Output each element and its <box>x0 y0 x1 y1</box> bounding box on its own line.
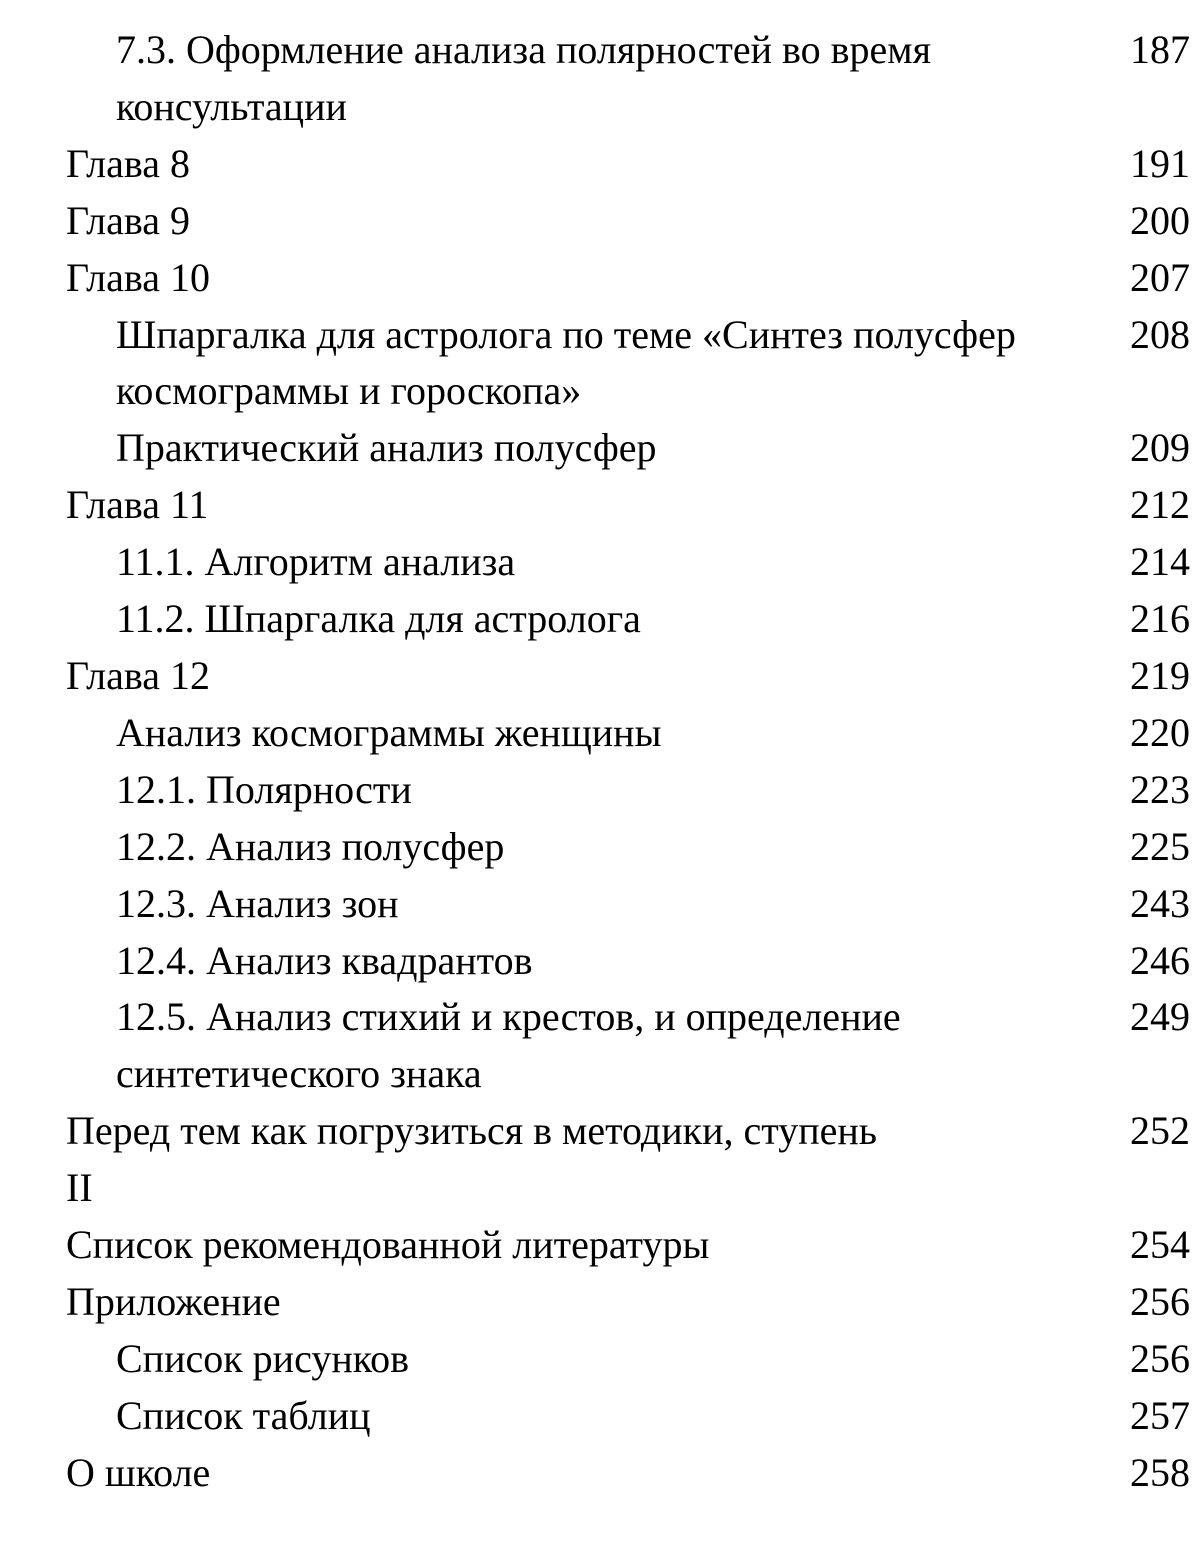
toc-entry <box>66 705 1190 762</box>
toc-entry <box>66 989 1190 1103</box>
toc-entry-page-number: 191 <box>1130 140 1190 186</box>
toc-entry-title: Список рекомендованной литературы <box>66 1222 710 1268</box>
toc-entry-title: Практический анализ полусфер <box>116 425 657 471</box>
toc-entry-page-number: 243 <box>1130 880 1190 926</box>
toc-entry-page-number: 249 <box>1130 994 1190 1040</box>
toc-entry <box>66 648 1190 705</box>
toc-entry <box>66 250 1190 307</box>
toc-entry <box>66 534 1190 591</box>
toc-entry-title: 12.5. Анализ стихий и крестов, и определение синтетического знака <box>116 994 901 1097</box>
toc-entry-title: Глава 11 <box>66 482 209 528</box>
toc-entry-page-number: 256 <box>1130 1335 1190 1381</box>
table-of-contents <box>66 22 1190 1502</box>
toc-entry-page-number: 214 <box>1130 539 1190 585</box>
toc-entry-title: Перед тем как погрузиться в методики, ступень II <box>66 1108 878 1211</box>
toc-entry-title: Глава 12 <box>66 652 210 698</box>
toc-entry <box>66 193 1190 250</box>
toc-entry <box>66 136 1190 193</box>
toc-entry-title: Шпаргалка для астролога по теме «Синтез полусфер космограммы и гороскопа» <box>116 311 1016 414</box>
toc-entry-title: Глава 8 <box>66 140 190 186</box>
toc-entry-page-number: 208 <box>1130 311 1190 357</box>
toc-entry <box>66 1103 1190 1217</box>
toc-entry-page-number: 257 <box>1130 1392 1190 1438</box>
toc-entry-page-number: 187 <box>1130 27 1190 72</box>
toc-entry-page-number: 216 <box>1130 596 1190 642</box>
toc-entry <box>66 591 1190 648</box>
toc-entry <box>66 762 1190 819</box>
toc-entry-page-number: 209 <box>1130 425 1190 471</box>
toc-entry <box>66 1445 1190 1502</box>
toc-entry-page-number: 225 <box>1130 823 1190 869</box>
toc-entry-title: Список рисунков <box>116 1335 410 1381</box>
toc-entry-page-number: 252 <box>1130 1108 1190 1154</box>
toc-entry-page-number: 200 <box>1130 197 1190 243</box>
toc-entry-page-number: 207 <box>1130 254 1190 300</box>
toc-entry-title: 11.1. Алгоритм анализа <box>116 539 516 585</box>
toc-entry-title: 12.1. Полярности <box>116 766 412 812</box>
toc-entry <box>66 1331 1190 1388</box>
toc-entry-title: 11.2. Шпаргалка для астролога <box>116 596 641 642</box>
toc-entry-page-number: 220 <box>1130 709 1190 755</box>
toc-entry <box>66 876 1190 933</box>
toc-entry-page-number: 256 <box>1130 1278 1190 1324</box>
toc-entry-title: 12.2. Анализ полусфер <box>116 823 505 869</box>
toc-entry <box>66 307 1190 421</box>
toc-entry-title: Глава 10 <box>66 254 210 300</box>
toc-entry-title: Приложение <box>66 1278 281 1324</box>
toc-entry <box>66 420 1190 477</box>
toc-entry-title: Анализ космограммы женщины <box>116 709 662 755</box>
toc-entry <box>66 933 1190 990</box>
toc-entry-title: Глава 9 <box>66 197 190 243</box>
toc-entry <box>66 1217 1190 1274</box>
toc-entry-page-number: 219 <box>1130 652 1190 698</box>
toc-entry-title: 7.3. Оформление анализа полярностей во время консультации <box>116 27 931 129</box>
toc-entry-title: Список таблиц <box>116 1392 371 1438</box>
toc-entry-page-number: 223 <box>1130 766 1190 812</box>
toc-entry <box>66 22 1190 136</box>
toc-entry-title: 12.3. Анализ зон <box>116 880 399 926</box>
toc-entry-page-number: 246 <box>1130 937 1190 983</box>
toc-entry <box>66 477 1190 534</box>
toc-entry <box>66 1274 1190 1331</box>
toc-entry-title: О школе <box>66 1449 211 1495</box>
toc-entry <box>66 819 1190 876</box>
toc-entry-page-number: 212 <box>1130 482 1190 528</box>
toc-entry-page-number: 254 <box>1130 1222 1190 1268</box>
toc-entry-title: 12.4. Анализ квадрантов <box>116 937 533 983</box>
toc-entry <box>66 1388 1190 1445</box>
toc-entry-page-number: 258 <box>1130 1449 1190 1495</box>
